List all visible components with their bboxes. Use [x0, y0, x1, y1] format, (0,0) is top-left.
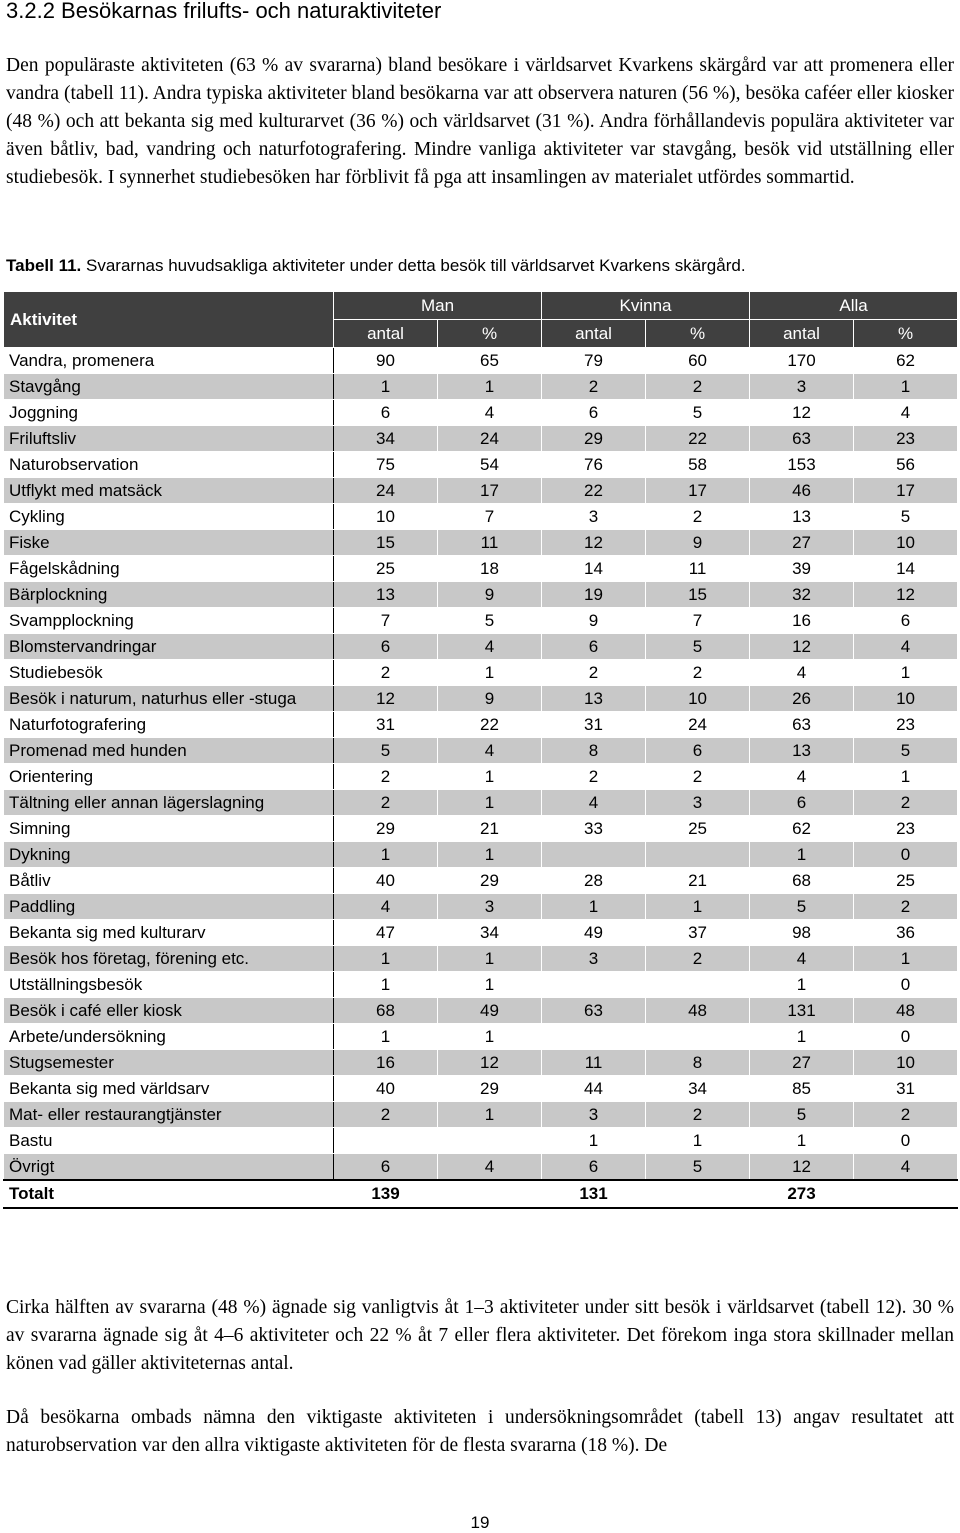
alla-percent: 23 — [854, 816, 958, 842]
kvinna-percent: 8 — [646, 1050, 750, 1076]
kvinna-antal: 3 — [542, 1102, 646, 1128]
alla-antal: 13 — [750, 738, 854, 764]
kvinna-percent: 60 — [646, 348, 750, 374]
page-number: 19 — [470, 1513, 490, 1532]
activity-name: Joggning — [4, 400, 334, 426]
kvinna-antal: 2 — [542, 374, 646, 400]
man-antal: 40 — [334, 1076, 438, 1102]
activity-name: Simning — [4, 816, 334, 842]
alla-percent: 5 — [854, 504, 958, 530]
activity-name: Studiebesök — [4, 660, 334, 686]
alla-antal: 4 — [750, 946, 854, 972]
alla-percent: 36 — [854, 920, 958, 946]
alla-percent: 10 — [854, 530, 958, 556]
kvinna-percent — [646, 1024, 750, 1050]
man-percent: 1 — [438, 1102, 542, 1128]
man-percent: 7 — [438, 504, 542, 530]
kvinna-antal: 28 — [542, 868, 646, 894]
alla-antal: 131 — [750, 998, 854, 1024]
alla-percent: 14 — [854, 556, 958, 582]
man-percent: 54 — [438, 452, 542, 478]
man-percent: 1 — [438, 660, 542, 686]
man-antal: 4 — [334, 894, 438, 920]
kvinna-antal: 29 — [542, 426, 646, 452]
man-antal: 29 — [334, 816, 438, 842]
alla-percent: 23 — [854, 712, 958, 738]
kvinna-antal: 8 — [542, 738, 646, 764]
kvinna-antal: 9 — [542, 608, 646, 634]
man-antal: 31 — [334, 712, 438, 738]
alla-antal: 1 — [750, 1024, 854, 1050]
kvinna-percent: 2 — [646, 504, 750, 530]
man-percent: 4 — [438, 1154, 542, 1181]
man-antal: 1 — [334, 972, 438, 998]
table-row — [4, 504, 958, 530]
kvinna-antal: 11 — [542, 1050, 646, 1076]
alla-antal: 46 — [750, 478, 854, 504]
man-percent: 1 — [438, 842, 542, 868]
kvinna-antal: 6 — [542, 1154, 646, 1181]
activity-name: Utställningsbesök — [4, 972, 334, 998]
table-row — [4, 868, 958, 894]
alla-percent: 10 — [854, 686, 958, 712]
alla-percent: 0 — [854, 842, 958, 868]
man-antal: 2 — [334, 1102, 438, 1128]
kvinna-percent: 37 — [646, 920, 750, 946]
total-kvinna-antal: 131 — [542, 1180, 646, 1208]
activity-name: Cykling — [4, 504, 334, 530]
man-percent: 18 — [438, 556, 542, 582]
man-antal: 24 — [334, 478, 438, 504]
kvinna-antal: 1 — [542, 1128, 646, 1154]
man-antal — [334, 1128, 438, 1154]
activity-name: Svampplockning — [4, 608, 334, 634]
table-row — [4, 1102, 958, 1128]
man-percent: 11 — [438, 530, 542, 556]
alla-antal: 6 — [750, 790, 854, 816]
kvinna-percent: 9 — [646, 530, 750, 556]
kvinna-percent: 2 — [646, 764, 750, 790]
total-kvinna-percent — [646, 1180, 750, 1208]
table-row — [4, 530, 958, 556]
alla-percent: 1 — [854, 764, 958, 790]
table-row — [4, 920, 958, 946]
kvinna-percent: 2 — [646, 374, 750, 400]
kvinna-percent: 15 — [646, 582, 750, 608]
total-row — [4, 1180, 958, 1208]
kvinna-antal: 14 — [542, 556, 646, 582]
alla-percent: 4 — [854, 400, 958, 426]
man-percent: 29 — [438, 868, 542, 894]
kvinna-antal: 2 — [542, 764, 646, 790]
activity-name: Blomstervandringar — [4, 634, 334, 660]
kvinna-percent — [646, 972, 750, 998]
activity-name: Båtliv — [4, 868, 334, 894]
section-heading: 3.2.2 Besökarnas frilufts- och naturaktiviteter — [6, 0, 442, 23]
alla-percent: 10 — [854, 1050, 958, 1076]
alla-antal: 27 — [750, 530, 854, 556]
alla-antal: 12 — [750, 1154, 854, 1181]
alla-percent: 5 — [854, 738, 958, 764]
total-alla-antal: 273 — [750, 1180, 854, 1208]
kvinna-antal: 63 — [542, 998, 646, 1024]
man-percent: 5 — [438, 608, 542, 634]
alla-antal: 170 — [750, 348, 854, 374]
activity-name: Bastu — [4, 1128, 334, 1154]
man-percent: 1 — [438, 1024, 542, 1050]
man-percent: 22 — [438, 712, 542, 738]
man-antal: 47 — [334, 920, 438, 946]
activity-name: Tältning eller annan lägerslagning — [4, 790, 334, 816]
subheader-kvinna-percent: % — [646, 320, 750, 348]
man-percent: 4 — [438, 400, 542, 426]
activity-name: Besök i café eller kiosk — [4, 998, 334, 1024]
alla-antal: 27 — [750, 1050, 854, 1076]
kvinna-percent: 5 — [646, 400, 750, 426]
intro-paragraph: Den populäraste aktiviteten (63 % av svararna) bland besökare i världsarvet Kvarkens skärgård var att promenera eller vandra (tabell 11). Andra typiska aktiviteter bland besökarna var att observera naturen (56 %), besöka caféer eller kiosker (48 %) och att bekanta sig med kulturarvet (36 %) och världsarvet (31 %). Andra förhållandevis populära aktiviteter var även båtliv, bad, vandring och naturfotografering. Mindre vanliga aktiviteter var stavgång, besök vid utställning eller studiebesök. I synnerhet studiebesöken har förblivit få pga att insamlingen av materialet utfördes sommartid. — [6, 55, 954, 188]
alla-antal: 26 — [750, 686, 854, 712]
man-antal: 2 — [334, 660, 438, 686]
body-paragraph-2: Cirka hälften av svararna (48 %) ägnade sig vanligtvis åt 1–3 aktiviteter under sitt besök i världsarvet (tabell 12). 30 % av svararna ägnade sig åt 4–6 aktiviteter och 22 % åt 7 eller flera aktiviteter. Det förekom inga stora skillnader mellan könen vad gäller aktiviteternas antal. — [6, 1297, 954, 1374]
alla-percent: 2 — [854, 894, 958, 920]
header-activity: Aktivitet — [4, 292, 334, 348]
kvinna-antal — [542, 842, 646, 868]
table-row — [4, 1128, 958, 1154]
man-antal: 90 — [334, 348, 438, 374]
man-antal: 6 — [334, 400, 438, 426]
man-percent: 4 — [438, 634, 542, 660]
man-percent: 9 — [438, 582, 542, 608]
alla-percent: 0 — [854, 972, 958, 998]
man-antal: 1 — [334, 374, 438, 400]
total-alla-percent — [854, 1180, 958, 1208]
alla-antal: 4 — [750, 764, 854, 790]
kvinna-percent: 3 — [646, 790, 750, 816]
activity-name: Vandra, promenera — [4, 348, 334, 374]
man-antal: 7 — [334, 608, 438, 634]
subheader-alla-antal: antal — [750, 320, 854, 348]
kvinna-percent: 24 — [646, 712, 750, 738]
table-row — [4, 894, 958, 920]
alla-antal: 98 — [750, 920, 854, 946]
header-group-kvinna: Kvinna — [542, 292, 750, 320]
activities-table — [3, 291, 958, 1209]
table-row — [4, 998, 958, 1024]
alla-antal: 1 — [750, 972, 854, 998]
man-antal: 15 — [334, 530, 438, 556]
man-antal: 34 — [334, 426, 438, 452]
kvinna-antal: 12 — [542, 530, 646, 556]
man-percent: 34 — [438, 920, 542, 946]
alla-antal: 153 — [750, 452, 854, 478]
kvinna-percent — [646, 842, 750, 868]
table-row — [4, 946, 958, 972]
table-row — [4, 1024, 958, 1050]
kvinna-percent: 58 — [646, 452, 750, 478]
table-row — [4, 816, 958, 842]
table-row — [4, 686, 958, 712]
alla-antal: 1 — [750, 842, 854, 868]
table-row — [4, 452, 958, 478]
alla-antal: 68 — [750, 868, 854, 894]
kvinna-antal: 76 — [542, 452, 646, 478]
table-row — [4, 712, 958, 738]
alla-percent: 0 — [854, 1024, 958, 1050]
alla-antal: 1 — [750, 1128, 854, 1154]
man-antal: 2 — [334, 790, 438, 816]
total-man-antal: 139 — [334, 1180, 438, 1208]
man-percent: 1 — [438, 764, 542, 790]
activity-name: Friluftsliv — [4, 426, 334, 452]
kvinna-percent: 25 — [646, 816, 750, 842]
kvinna-antal: 33 — [542, 816, 646, 842]
man-antal: 6 — [334, 1154, 438, 1181]
kvinna-percent: 2 — [646, 946, 750, 972]
man-percent: 17 — [438, 478, 542, 504]
subheader-alla-percent: % — [854, 320, 958, 348]
table-row — [4, 738, 958, 764]
kvinna-percent: 48 — [646, 998, 750, 1024]
subheader-kvinna-antal: antal — [542, 320, 646, 348]
alla-percent: 2 — [854, 790, 958, 816]
kvinna-antal: 3 — [542, 946, 646, 972]
kvinna-percent: 11 — [646, 556, 750, 582]
activity-name: Promenad med hunden — [4, 738, 334, 764]
table-row — [4, 426, 958, 452]
man-percent: 1 — [438, 946, 542, 972]
activity-name: Besök hos företag, förening etc. — [4, 946, 334, 972]
kvinna-antal: 4 — [542, 790, 646, 816]
table-row — [4, 842, 958, 868]
activity-name: Stugsemester — [4, 1050, 334, 1076]
table-row — [4, 556, 958, 582]
kvinna-percent: 17 — [646, 478, 750, 504]
table-caption-text: Svararnas huvudsakliga aktiviteter under detta besök till världsarvet Kvarkens skärgård. — [81, 256, 746, 275]
kvinna-percent: 1 — [646, 1128, 750, 1154]
alla-antal: 62 — [750, 816, 854, 842]
table-row — [4, 634, 958, 660]
kvinna-antal — [542, 1024, 646, 1050]
kvinna-antal: 3 — [542, 504, 646, 530]
man-percent: 4 — [438, 738, 542, 764]
activity-name: Utflykt med matsäck — [4, 478, 334, 504]
man-antal: 10 — [334, 504, 438, 530]
activity-name: Fiske — [4, 530, 334, 556]
man-antal: 25 — [334, 556, 438, 582]
kvinna-antal: 31 — [542, 712, 646, 738]
kvinna-percent: 5 — [646, 1154, 750, 1181]
man-percent: 1 — [438, 972, 542, 998]
man-antal: 5 — [334, 738, 438, 764]
man-percent — [438, 1128, 542, 1154]
kvinna-percent: 34 — [646, 1076, 750, 1102]
table-row — [4, 400, 958, 426]
alla-percent: 0 — [854, 1128, 958, 1154]
total-label: Totalt — [4, 1180, 334, 1208]
alla-antal: 12 — [750, 634, 854, 660]
man-antal: 13 — [334, 582, 438, 608]
man-percent: 65 — [438, 348, 542, 374]
table-row — [4, 764, 958, 790]
alla-percent: 1 — [854, 374, 958, 400]
kvinna-percent: 1 — [646, 894, 750, 920]
man-percent: 1 — [438, 790, 542, 816]
man-percent: 49 — [438, 998, 542, 1024]
kvinna-antal: 6 — [542, 634, 646, 660]
kvinna-antal — [542, 972, 646, 998]
table-row — [4, 660, 958, 686]
table-row — [4, 608, 958, 634]
activity-name: Orientering — [4, 764, 334, 790]
man-percent: 29 — [438, 1076, 542, 1102]
table-row — [4, 972, 958, 998]
activity-name: Paddling — [4, 894, 334, 920]
alla-percent: 12 — [854, 582, 958, 608]
alla-antal: 12 — [750, 400, 854, 426]
activity-name: Övrigt — [4, 1154, 334, 1181]
alla-antal: 85 — [750, 1076, 854, 1102]
kvinna-antal: 2 — [542, 660, 646, 686]
man-antal: 1 — [334, 1024, 438, 1050]
alla-percent: 1 — [854, 946, 958, 972]
header-group-man: Man — [334, 292, 542, 320]
kvinna-percent: 10 — [646, 686, 750, 712]
alla-percent: 2 — [854, 1102, 958, 1128]
activity-name: Mat- eller restaurangtjänster — [4, 1102, 334, 1128]
kvinna-antal: 19 — [542, 582, 646, 608]
man-percent: 24 — [438, 426, 542, 452]
alla-percent: 4 — [854, 1154, 958, 1181]
kvinna-antal: 6 — [542, 400, 646, 426]
activity-name: Naturobservation — [4, 452, 334, 478]
alla-antal: 3 — [750, 374, 854, 400]
kvinna-antal: 79 — [542, 348, 646, 374]
activity-name: Bekanta sig med kulturarv — [4, 920, 334, 946]
man-antal: 12 — [334, 686, 438, 712]
alla-antal: 13 — [750, 504, 854, 530]
kvinna-antal: 13 — [542, 686, 646, 712]
alla-antal: 5 — [750, 894, 854, 920]
man-antal: 6 — [334, 634, 438, 660]
alla-antal: 5 — [750, 1102, 854, 1128]
alla-percent: 48 — [854, 998, 958, 1024]
alla-antal: 4 — [750, 660, 854, 686]
man-percent: 3 — [438, 894, 542, 920]
alla-percent: 25 — [854, 868, 958, 894]
alla-antal: 63 — [750, 712, 854, 738]
alla-percent: 31 — [854, 1076, 958, 1102]
man-antal: 1 — [334, 842, 438, 868]
subheader-man-antal: antal — [334, 320, 438, 348]
kvinna-antal: 49 — [542, 920, 646, 946]
header-group-alla: Alla — [750, 292, 958, 320]
total-man-percent — [438, 1180, 542, 1208]
table-row — [4, 478, 958, 504]
man-antal: 1 — [334, 946, 438, 972]
subheader-man-percent: % — [438, 320, 542, 348]
alla-percent: 1 — [854, 660, 958, 686]
activity-name: Stavgång — [4, 374, 334, 400]
man-percent: 9 — [438, 686, 542, 712]
activity-name: Bekanta sig med världsarv — [4, 1076, 334, 1102]
man-antal: 68 — [334, 998, 438, 1024]
table-row — [4, 1076, 958, 1102]
alla-percent: 17 — [854, 478, 958, 504]
alla-antal: 32 — [750, 582, 854, 608]
man-antal: 40 — [334, 868, 438, 894]
table-caption-label: Tabell 11. — [6, 256, 82, 275]
table-row — [4, 348, 958, 374]
man-antal: 75 — [334, 452, 438, 478]
kvinna-percent: 5 — [646, 634, 750, 660]
alla-percent: 23 — [854, 426, 958, 452]
kvinna-percent: 6 — [646, 738, 750, 764]
activity-name: Arbete/undersökning — [4, 1024, 334, 1050]
kvinna-antal: 22 — [542, 478, 646, 504]
alla-antal: 16 — [750, 608, 854, 634]
activity-name: Besök i naturum, naturhus eller -stuga — [4, 686, 334, 712]
kvinna-antal: 1 — [542, 894, 646, 920]
alla-antal: 63 — [750, 426, 854, 452]
table-row — [4, 790, 958, 816]
table-row — [4, 374, 958, 400]
man-percent: 12 — [438, 1050, 542, 1076]
alla-percent: 56 — [854, 452, 958, 478]
alla-percent: 4 — [854, 634, 958, 660]
man-percent: 1 — [438, 374, 542, 400]
kvinna-percent: 22 — [646, 426, 750, 452]
man-antal: 16 — [334, 1050, 438, 1076]
alla-antal: 39 — [750, 556, 854, 582]
body-paragraph-3: Då besökarna ombads nämna den viktigaste aktiviteten i undersökningsområdet (tabell 13) angav resultatet att naturobservation var den allra viktigaste aktiviteten för de flesta svararna (18 %). De — [6, 1407, 954, 1456]
man-percent: 21 — [438, 816, 542, 842]
activity-name: Fågelskådning — [4, 556, 334, 582]
kvinna-percent: 7 — [646, 608, 750, 634]
kvinna-antal: 44 — [542, 1076, 646, 1102]
kvinna-percent: 21 — [646, 868, 750, 894]
man-antal: 2 — [334, 764, 438, 790]
table-row — [4, 1050, 958, 1076]
kvinna-percent: 2 — [646, 1102, 750, 1128]
table-caption — [6, 256, 746, 276]
table-body — [4, 348, 958, 1181]
activity-name: Dykning — [4, 842, 334, 868]
activity-name: Bärplockning — [4, 582, 334, 608]
alla-percent: 62 — [854, 348, 958, 374]
activity-name: Naturfotografering — [4, 712, 334, 738]
alla-percent: 6 — [854, 608, 958, 634]
table-row — [4, 582, 958, 608]
table-row — [4, 1154, 958, 1181]
kvinna-percent: 2 — [646, 660, 750, 686]
